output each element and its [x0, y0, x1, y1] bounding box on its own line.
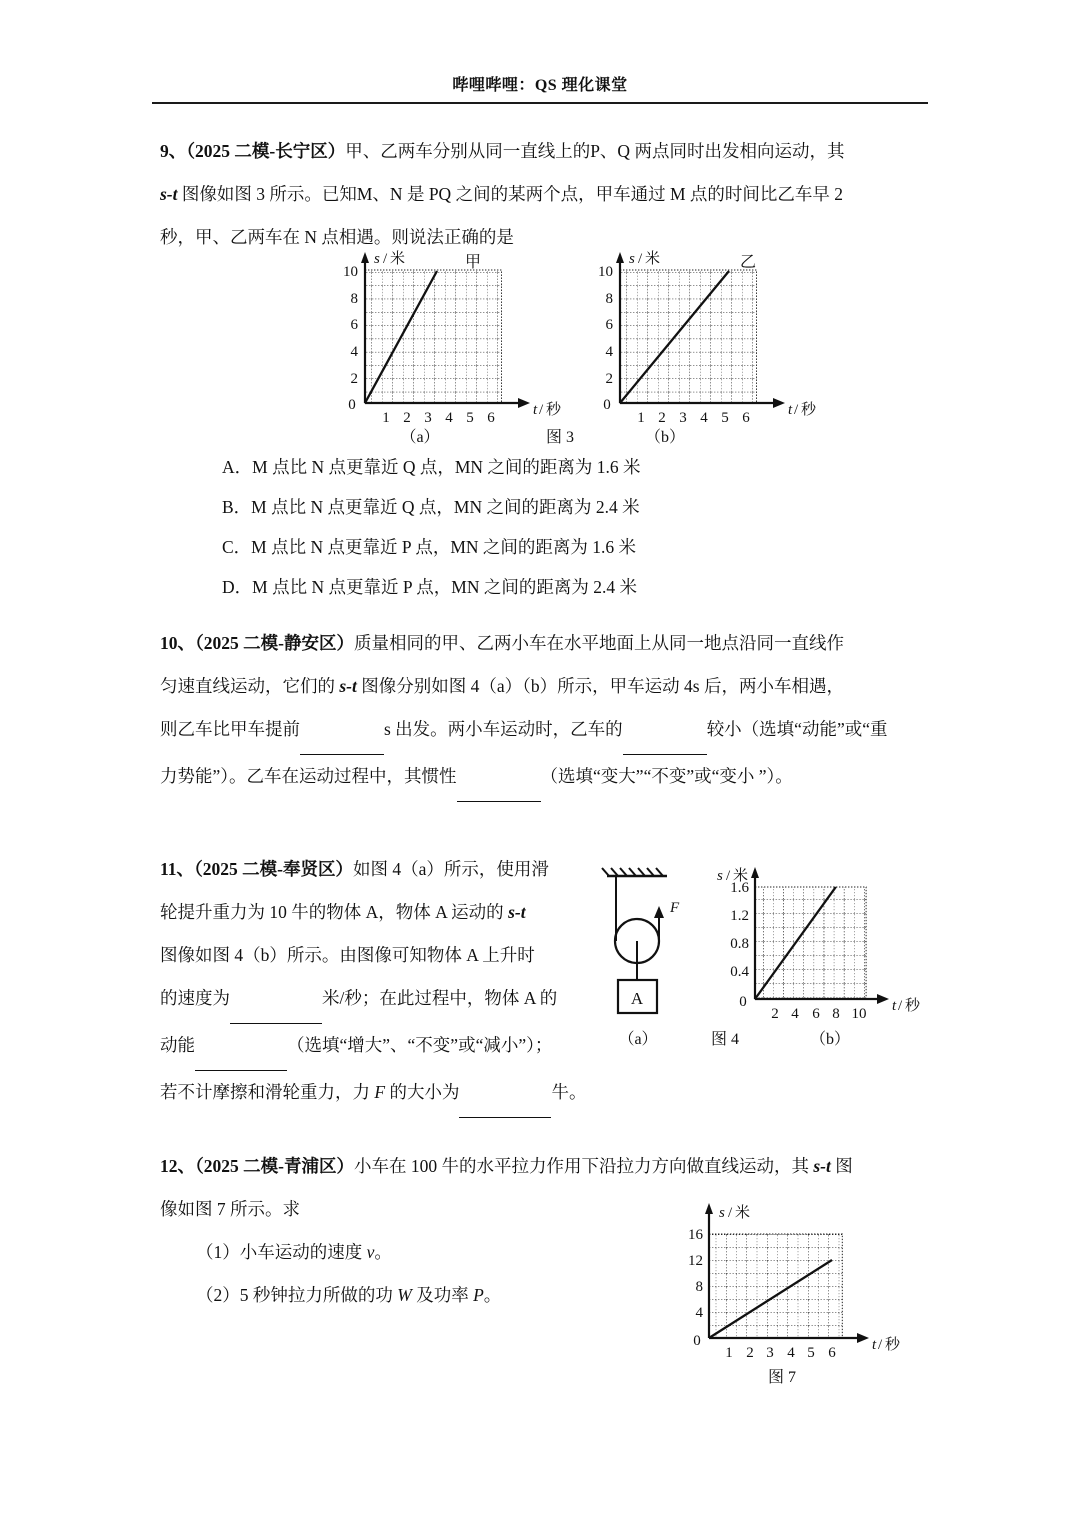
q12-st-label: s-t: [813, 1156, 831, 1176]
q9-number: 9、: [160, 141, 187, 161]
svg-text:6: 6: [487, 410, 495, 426]
svg-text:/: /: [878, 1337, 883, 1353]
svg-text:米: 米: [645, 251, 661, 267]
q12-item1a: （1）小车运动的速度: [196, 1242, 367, 1262]
svg-text:6: 6: [350, 317, 358, 333]
q10-body-4b: （选填“变大”“不变”或“变小 ”）。: [540, 766, 793, 786]
figure-4-caption: 图 4: [710, 1031, 739, 1048]
q11-body-4b: 米/秒；在此过程中，物体 A 的: [322, 988, 558, 1008]
q12-body-1a: 小车在 100 牛的水平拉力作用下沿拉力方向做直线运动，其: [353, 1156, 814, 1176]
q12-body-1c: 图: [830, 1156, 853, 1176]
svg-text:3: 3: [424, 410, 432, 426]
q11-body-4a: 的速度为: [160, 988, 230, 1008]
svg-text:5: 5: [466, 410, 474, 426]
q11-source: （2025 二模-奉贤区）: [194, 859, 353, 879]
q10-answer-blank-1[interactable]: [300, 711, 384, 755]
svg-text:4: 4: [605, 344, 613, 360]
svg-text:/: /: [728, 1205, 733, 1221]
svg-text:s: s: [717, 868, 723, 884]
svg-text:2: 2: [350, 371, 358, 387]
q10-body-3b: s 出发。两小车运动时，乙车的: [384, 719, 623, 739]
svg-text:8: 8: [832, 1006, 840, 1022]
q9-body-1: 甲、乙两车分别从同一直线上的P、Q 两点同时出发相向运动，其: [345, 141, 845, 161]
figure-7-caption: 图 7: [767, 1369, 796, 1386]
q10-answer-blank-2[interactable]: [623, 711, 707, 755]
figure-4: [585, 858, 930, 1048]
q10-number: 10、: [160, 633, 195, 653]
q12-line-1: [160, 1145, 935, 1188]
svg-text:2: 2: [403, 410, 411, 426]
svg-text:0: 0: [739, 994, 747, 1010]
svg-text:/: /: [539, 402, 544, 418]
diagram-pulley-apparatus: [585, 858, 700, 1033]
q11-answer-blank-1[interactable]: [230, 980, 322, 1024]
figure-3-caption: 图 3: [545, 429, 574, 446]
svg-text:2: 2: [605, 371, 613, 387]
svg-text:4: 4: [787, 1345, 795, 1361]
question-11-text: [160, 848, 590, 1118]
q12-symbol-w: W: [397, 1285, 412, 1305]
svg-text:5: 5: [721, 410, 729, 426]
svg-text:秒: 秒: [546, 402, 562, 418]
q11-line-1: [160, 848, 590, 891]
svg-text:0: 0: [348, 397, 356, 413]
svg-text:/: /: [726, 868, 731, 884]
svg-text:1.2: 1.2: [730, 908, 749, 924]
q11-body-1: 如图 4（a）所示，使用滑: [353, 859, 549, 879]
q12-source: （2025 二模-青浦区）: [195, 1156, 354, 1176]
q11-body-3: 图像如图 4（b）所示。由图像可知物体 A 上升时: [160, 945, 535, 965]
q12-item2e: 。: [483, 1285, 502, 1305]
q12-number: 12、: [160, 1156, 195, 1176]
svg-text:16: 16: [688, 1227, 703, 1243]
svg-text:1: 1: [725, 1345, 733, 1361]
svg-text:10: 10: [343, 264, 358, 280]
svg-text:t: t: [788, 402, 793, 418]
q11-answer-blank-2[interactable]: [195, 1027, 287, 1071]
svg-text:1.6: 1.6: [730, 880, 749, 896]
svg-text:6: 6: [828, 1345, 836, 1361]
svg-text:6: 6: [742, 410, 750, 426]
q11-line-4: [160, 977, 590, 1024]
q9-st-label: s-t: [160, 184, 178, 204]
svg-text:4: 4: [700, 410, 708, 426]
svg-text:2: 2: [771, 1006, 779, 1022]
svg-text:秒: 秒: [885, 1337, 901, 1353]
svg-text:米: 米: [735, 1205, 751, 1221]
svg-text:0.8: 0.8: [730, 936, 749, 952]
q12-item2a: （2）5 秒钟拉力所做的功: [196, 1285, 398, 1305]
svg-text:s: s: [374, 251, 380, 267]
svg-text:秒: 秒: [801, 402, 817, 418]
q10-body-4a: 力势能”）。乙车在运动过程中，其惯性: [160, 766, 457, 786]
block-a-label: A: [630, 989, 644, 1008]
svg-text:/: /: [383, 251, 388, 267]
svg-text:甲: 甲: [465, 254, 482, 271]
q11-force-symbol: F: [374, 1082, 386, 1102]
q10-answer-blank-3[interactable]: [457, 758, 541, 802]
svg-text:12: 12: [688, 1253, 703, 1269]
q11-body-6d: 牛。: [551, 1082, 587, 1102]
svg-text:0: 0: [603, 397, 611, 413]
svg-text:3: 3: [679, 410, 687, 426]
svg-text:10: 10: [598, 264, 613, 280]
svg-text:1: 1: [382, 410, 390, 426]
q11-line-5: [160, 1024, 590, 1071]
figure-3-sub-a: （a）: [400, 429, 440, 446]
q12-item1c: 。: [374, 1242, 392, 1262]
q10-body-2c: 图像分别如图 4（a）（b）所示，甲车运动 4s 后，两小车相遇，: [356, 676, 844, 696]
q10-source: （2025 二模-静安区）: [195, 633, 354, 653]
svg-text:/: /: [898, 998, 903, 1014]
svg-text:6: 6: [605, 317, 613, 333]
q11-answer-blank-3[interactable]: [459, 1074, 551, 1118]
chart-q12: [665, 1196, 925, 1371]
q10-line-4: [160, 755, 935, 802]
svg-text:10: 10: [851, 1006, 867, 1022]
svg-text:/: /: [794, 402, 799, 418]
q11-body-2a: 轮提升重力为 10 牛的物体 A，物体 A 运动的: [160, 902, 509, 922]
svg-text:2: 2: [658, 410, 666, 426]
header-divider: [152, 102, 928, 104]
chart-q9-b: [585, 246, 835, 431]
q9-option-d: D．M 点比 N 点更靠近 P 点，MN 之间的距离为 2.4 米: [222, 577, 637, 597]
figure-4-sub-b: （b）: [809, 1031, 850, 1048]
q12-symbol-v: v: [366, 1242, 375, 1262]
q12-body-2: 像如图 7 所示。求: [160, 1199, 300, 1219]
q10-line-2: [160, 665, 935, 708]
force-arrow-head: [654, 906, 664, 918]
q10-body-2a: 匀速直线运动，它们的: [160, 676, 340, 696]
chart-q9-a: [330, 246, 570, 431]
svg-text:5: 5: [807, 1345, 815, 1361]
q9-line-2: [160, 173, 930, 216]
svg-text:8: 8: [350, 291, 358, 307]
q9-option-c: C．M 点比 N 点更靠近 P 点，MN 之间的距离为 1.6 米: [222, 537, 637, 557]
svg-text:s: s: [629, 251, 635, 267]
svg-text:1: 1: [637, 410, 645, 426]
svg-text:4: 4: [791, 1006, 799, 1022]
figure-4-sub-a: （a）: [618, 1031, 658, 1048]
header-title: 哔哩哔哩：QS 理化课堂: [452, 77, 628, 94]
q10-line-3: [160, 708, 935, 755]
figure-7: [665, 1196, 925, 1386]
q10-st-label: s-t: [339, 676, 357, 696]
svg-text:t: t: [892, 998, 897, 1014]
q11-body-6a: 若不计摩擦和滑轮重力，力: [160, 1082, 375, 1102]
question-10-text: [160, 622, 935, 802]
q11-body-5a: 动能: [160, 1035, 195, 1055]
q10-line-1: [160, 622, 935, 665]
q9-options: [222, 447, 922, 607]
svg-text:t: t: [872, 1337, 877, 1353]
force-label-F: F: [670, 900, 680, 916]
svg-text:4: 4: [445, 410, 453, 426]
svg-text:4: 4: [695, 1305, 703, 1321]
q11-number: 11、: [160, 859, 195, 879]
q11-body-6c: 的大小为: [385, 1082, 460, 1102]
chart-q11-b: [703, 858, 928, 1033]
page-header: [152, 72, 928, 104]
svg-text:米: 米: [733, 868, 749, 884]
q11-line-6: [160, 1071, 590, 1118]
q9-option-a: A．M 点比 N 点更靠近 Q 点，MN 之间的距离为 1.6 米: [222, 457, 641, 477]
q9-body-2: 图像如图 3 所示。已知M、N 是 PQ 之间的某两个点，甲车通过 M 点的时间比乙车早 2: [177, 184, 844, 204]
svg-text:2: 2: [746, 1345, 754, 1361]
q10-body-3c: 较小（选填“动能”或“重: [706, 719, 888, 739]
q11-body-5b: （选填“增大”、“不变”或“减小”）；: [287, 1035, 553, 1055]
q12-symbol-p: P: [473, 1285, 484, 1305]
q9-line-1: [160, 130, 930, 173]
svg-text:秒: 秒: [905, 998, 921, 1014]
svg-text:s: s: [719, 1205, 725, 1221]
svg-text:米: 米: [390, 251, 406, 267]
q11-line-2: [160, 891, 590, 934]
figure-3: [330, 246, 830, 446]
ceiling-hatching: [602, 868, 663, 876]
svg-text:6: 6: [812, 1006, 820, 1022]
q10-body-1: 质量相同的甲、乙两小车在水平地面上从同一地点沿同一直线作: [353, 633, 844, 653]
svg-text:3: 3: [766, 1345, 774, 1361]
q10-body-3a: 则乙车比甲车提前: [160, 719, 300, 739]
q12-item2c: 及功率: [411, 1285, 474, 1305]
q9-option-b: B．M 点比 N 点更靠近 Q 点，MN 之间的距离为 2.4 米: [222, 497, 640, 517]
svg-text:8: 8: [605, 291, 613, 307]
q9-source: （2025 二模-长宁区）: [186, 141, 346, 161]
svg-text:/: /: [638, 251, 643, 267]
question-9-text: [160, 130, 930, 259]
svg-text:乙: 乙: [740, 254, 757, 271]
q9-body-3: 秒，甲、乙两车在 N 点相遇。则说法正确的是: [160, 227, 514, 247]
svg-text:0: 0: [693, 1333, 701, 1349]
svg-text:8: 8: [695, 1279, 703, 1295]
svg-text:t: t: [533, 402, 538, 418]
figure-3-sub-b: （b）: [644, 429, 685, 446]
q11-line-3: [160, 934, 590, 977]
svg-text:4: 4: [350, 344, 358, 360]
svg-text:0.4: 0.4: [730, 964, 749, 980]
q11-st-label: s-t: [508, 902, 526, 922]
